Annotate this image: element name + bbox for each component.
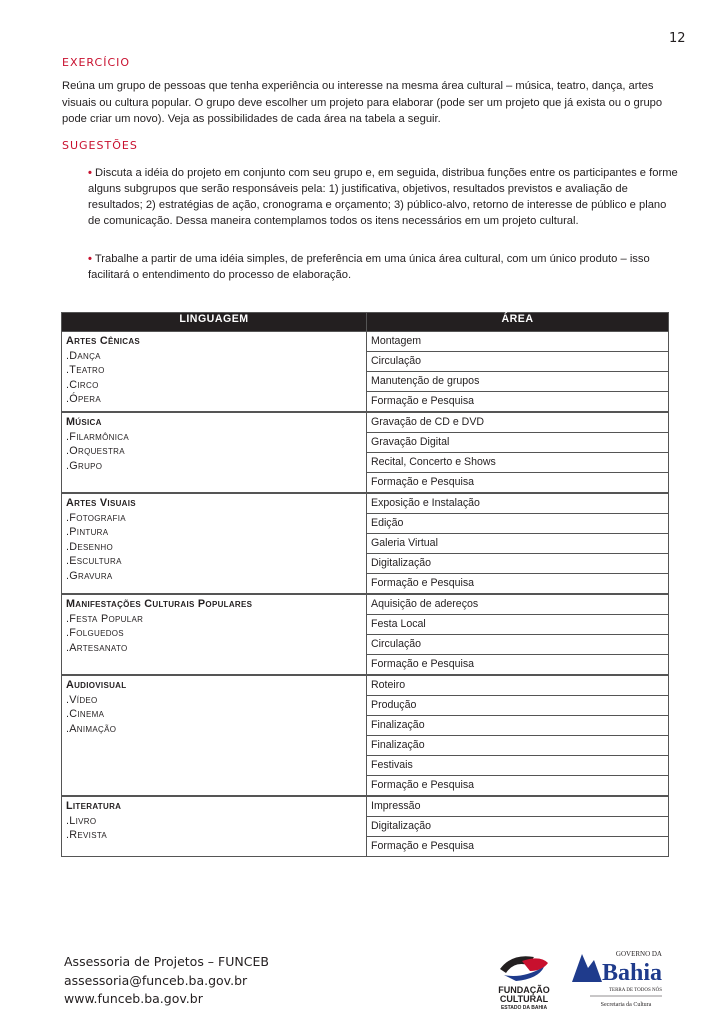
area-cell: Formação e Pesquisa xyxy=(367,655,669,676)
area-cell: Gravação de CD e DVD xyxy=(367,412,669,433)
area-cell: Formação e Pesquisa xyxy=(367,392,669,413)
area-cell: Formação e Pesquisa xyxy=(367,837,669,857)
page-number: 12 xyxy=(669,31,686,46)
funceb-word-1: FUNDAÇÃO xyxy=(498,985,550,995)
linguagem-item: .Teatro xyxy=(66,364,105,377)
linguagem-cell xyxy=(62,796,367,857)
footer-contact xyxy=(64,953,269,1009)
linguagem-item: .Festa Popular xyxy=(66,612,144,625)
table-row xyxy=(62,493,669,514)
area-cell: Montagem xyxy=(367,332,669,352)
area-cell: Recital, Concerto e Shows xyxy=(367,453,669,473)
linguagem-title: Literatura xyxy=(66,800,122,812)
gov-name-text: Bahia xyxy=(601,960,662,986)
linguagem-title: Artes Cênicas xyxy=(66,335,141,347)
gov-top-text: GOVERNO DA xyxy=(615,950,662,958)
linguagem-item: .Circo xyxy=(66,378,99,391)
footer-website[interactable]: www.funceb.ba.gov.br xyxy=(64,991,203,1006)
table-row xyxy=(62,675,669,696)
linguagem-item: .Filarmônica xyxy=(66,430,129,443)
area-cell: Formação e Pesquisa xyxy=(367,574,669,595)
linguagem-title: Artes Visuais xyxy=(66,497,136,509)
funceb-mark-red xyxy=(522,958,548,971)
area-cell: Manutenção de grupos xyxy=(367,372,669,392)
area-cell: Exposição e Instalação xyxy=(367,493,669,514)
suggestion-2 xyxy=(88,251,678,283)
area-cell: Gravação Digital xyxy=(367,433,669,453)
bahia-mark xyxy=(572,954,602,982)
linguagem-cell xyxy=(62,675,367,796)
area-cell: Formação e Pesquisa xyxy=(367,776,669,797)
area-cell: Produção xyxy=(367,696,669,716)
area-cell: Digitalização xyxy=(367,817,669,837)
suggestion-1-text: Discuta a idéia do projeto em conjunto com seu grupo e, em seguida, distribua funções entre os participantes e forme alguns subgrupos que serão responsáveis pela: 1) justificativa, objetivos, resultados previstos e avaliação de resultados; 2) estratégias de ação, cronograma e orçamento; 3) público-alvo, retorno de interesse de público e plano de comunicação. Dessa maneira contemplamos todos os itens necessários em um projeto cultural. xyxy=(88,167,678,227)
gov-sec-text: Secretaria da Cultura xyxy=(600,1002,652,1008)
gov-motto-text: TERRA DE TODOS NÓS xyxy=(608,988,662,993)
linguagem-item: .Revista xyxy=(66,829,108,842)
bullet-icon: • xyxy=(88,167,92,179)
area-cell: Festivais xyxy=(367,756,669,776)
linguagem-item: .Ópera xyxy=(66,393,101,406)
table-row xyxy=(62,412,669,433)
suggestion-1 xyxy=(88,165,678,229)
area-cell: Edição xyxy=(367,514,669,534)
area-cell: Finalização xyxy=(367,716,669,736)
areas-table xyxy=(61,312,669,857)
linguagem-item: .Desenho xyxy=(66,540,113,553)
bullet-icon: • xyxy=(88,253,92,265)
linguagem-cell xyxy=(62,594,367,675)
area-cell: Festa Local xyxy=(367,615,669,635)
linguagem-item: .Gravura xyxy=(66,569,113,582)
area-cell: Finalização xyxy=(367,736,669,756)
area-cell: Impressão xyxy=(367,796,669,817)
funceb-word-2: CULTURAL xyxy=(499,994,549,1004)
area-cell: Circulação xyxy=(367,352,669,372)
table-row xyxy=(62,594,669,615)
linguagem-item: .Pintura xyxy=(66,526,109,539)
linguagem-title: Audiovisual xyxy=(66,679,127,691)
linguagem-item: .Livro xyxy=(66,814,97,827)
exercicio-title: exercício xyxy=(62,52,131,70)
area-cell: Galeria Virtual xyxy=(367,534,669,554)
sugestoes-title: sugestões xyxy=(62,135,138,153)
linguagem-item: .Fotografia xyxy=(66,511,126,524)
area-cell: Formação e Pesquisa xyxy=(367,473,669,494)
table-row xyxy=(62,796,669,817)
suggestion-2-text: Trabalhe a partir de uma idéia simples, de preferência em uma única área cultural, com um único produto – isso facilitará o entendimento do processo de elaboração. xyxy=(88,253,650,281)
exercicio-text: Reúna um grupo de pessoas que tenha experiência ou interesse na mesma área cultural – música, teatro, dança, artes visuais ou cultura popular. O grupo deve escolher um projeto para elaborar (pode ser um projeto que já exista ou o grupo pode criar um novo). Veja as possibilidades de cada área na tabela a seguir. xyxy=(62,80,663,125)
linguagem-item: .Artesanato xyxy=(66,641,128,654)
linguagem-item: .Grupo xyxy=(66,459,103,472)
footer-org: Assessoria de Projetos – FUNCEB xyxy=(64,954,269,969)
linguagem-item: .Escultura xyxy=(66,555,122,568)
linguagem-item: .Vídeo xyxy=(66,693,98,706)
linguagem-item: .Cinema xyxy=(66,708,105,721)
linguagem-item: .Animação xyxy=(66,722,117,735)
linguagem-title: Manifestações Culturais Populares xyxy=(66,598,253,610)
footer-email[interactable]: assessoria@funceb.ba.gov.br xyxy=(64,972,248,988)
header-area: ÁREA xyxy=(367,313,669,332)
table-row xyxy=(62,332,669,352)
governo-bahia-logo xyxy=(568,946,668,1010)
area-cell: Roteiro xyxy=(367,675,669,696)
funceb-word-3: ESTADO DA BAHIA xyxy=(500,1005,548,1011)
linguagem-cell xyxy=(62,493,367,594)
linguagem-item: .Orquestra xyxy=(66,445,125,458)
linguagem-item: .Folguedos xyxy=(66,627,124,640)
funceb-logo xyxy=(492,949,556,1011)
area-cell: Circulação xyxy=(367,635,669,655)
header-linguagem: LINGUAGEM xyxy=(62,313,367,332)
linguagem-cell xyxy=(62,412,367,493)
linguagem-title: Música xyxy=(66,416,102,428)
linguagem-cell xyxy=(62,332,367,413)
area-cell: Aquisição de adereços xyxy=(367,594,669,615)
linguagem-item: .Dança xyxy=(66,349,101,362)
area-cell: Digitalização xyxy=(367,554,669,574)
